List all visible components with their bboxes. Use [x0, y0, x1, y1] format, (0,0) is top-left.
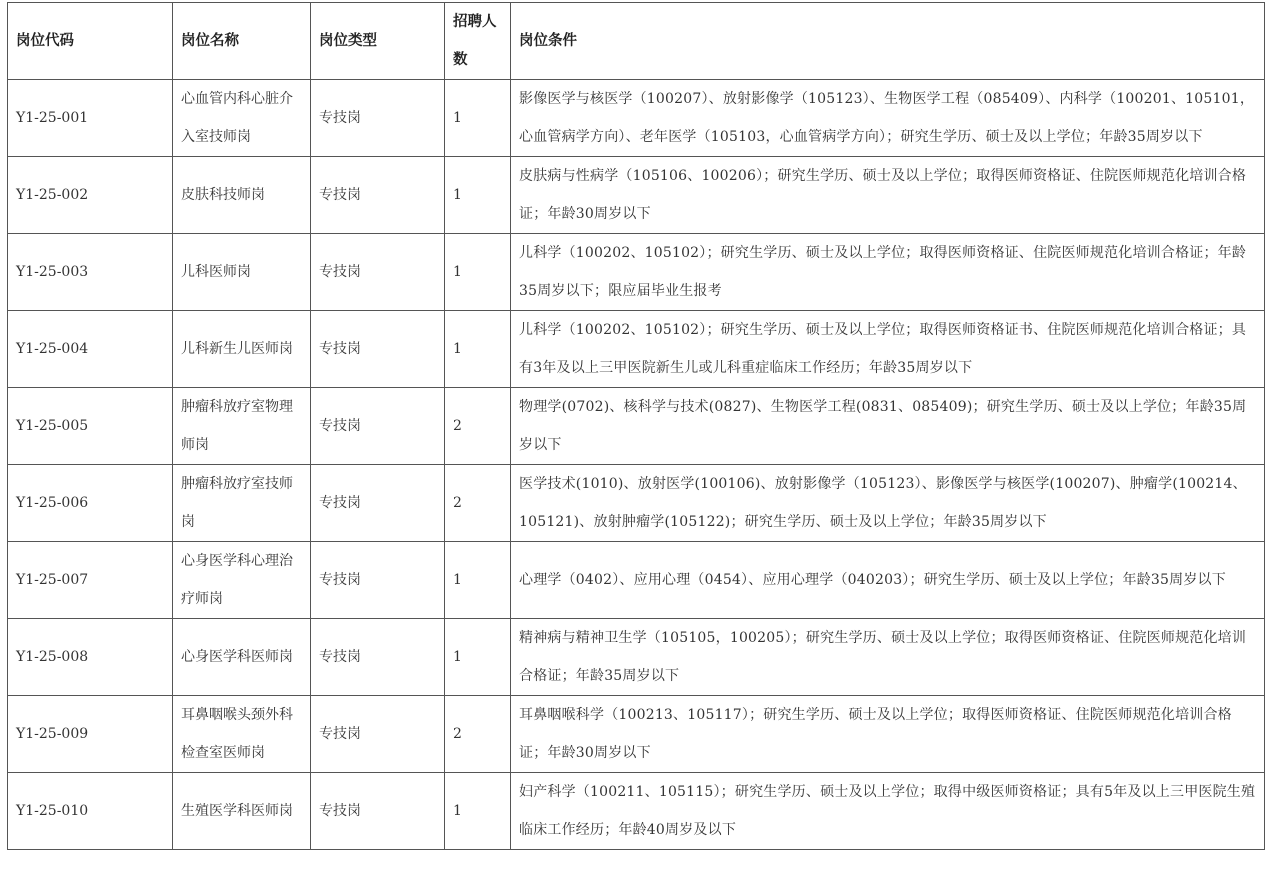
header-hiring-count: 招聘人数 [445, 3, 511, 80]
position-code: Y1-25-007 [8, 542, 173, 619]
position-name: 儿科医师岗 [173, 234, 311, 311]
position-code: Y1-25-002 [8, 157, 173, 234]
hiring-count: 1 [445, 311, 511, 388]
position-type: 专技岗 [311, 773, 445, 850]
position-name: 生殖医学科医师岗 [173, 773, 311, 850]
position-type: 专技岗 [311, 542, 445, 619]
position-code: Y1-25-009 [8, 696, 173, 773]
hiring-count: 1 [445, 773, 511, 850]
position-name: 肿瘤科放疗室技师岗 [173, 465, 311, 542]
position-name: 耳鼻咽喉头颈外科检查室医师岗 [173, 696, 311, 773]
position-conditions: 物理学(0702)、核科学与技术(0827)、生物医学工程(0831、085409)；研究生学历、硕士及以上学位；年龄35周岁以下 [511, 388, 1265, 465]
position-code: Y1-25-004 [8, 311, 173, 388]
position-conditions: 妇产科学（100211、105115）；研究生学历、硕士及以上学位；取得中级医师资格证；具有5年及以上三甲医院生殖临床工作经历；年龄40周岁及以下 [511, 773, 1265, 850]
position-type: 专技岗 [311, 311, 445, 388]
position-conditions: 医学技术(1010)、放射医学(100106)、放射影像学（105123）、影像医学与核医学(100207)、肿瘤学(100214、105121)、放射肿瘤学(105122)；研究生学历、硕士及以上学位；年龄35周岁以下 [511, 465, 1265, 542]
table-row [8, 234, 1265, 311]
position-code: Y1-25-005 [8, 388, 173, 465]
position-code: Y1-25-010 [8, 773, 173, 850]
table-row [8, 619, 1265, 696]
hiring-count: 1 [445, 619, 511, 696]
hiring-count: 2 [445, 388, 511, 465]
header-position-code: 岗位代码 [8, 3, 173, 80]
hiring-count: 1 [445, 80, 511, 157]
position-type: 专技岗 [311, 619, 445, 696]
position-code: Y1-25-006 [8, 465, 173, 542]
table-row [8, 696, 1265, 773]
header-position-type: 岗位类型 [311, 3, 445, 80]
position-code: Y1-25-003 [8, 234, 173, 311]
position-conditions: 精神病与精神卫生学（105105，100205）；研究生学历、硕士及以上学位；取得医师资格证、住院医师规范化培训合格证；年龄35周岁以下 [511, 619, 1265, 696]
hiring-count: 1 [445, 157, 511, 234]
position-name: 肿瘤科放疗室物理师岗 [173, 388, 311, 465]
header-position-name: 岗位名称 [173, 3, 311, 80]
table-row [8, 542, 1265, 619]
position-conditions: 皮肤病与性病学（105106、100206）；研究生学历、硕士及以上学位；取得医师资格证、住院医师规范化培训合格证；年龄30周岁以下 [511, 157, 1265, 234]
hiring-count: 2 [445, 696, 511, 773]
position-code: Y1-25-008 [8, 619, 173, 696]
hiring-count: 1 [445, 542, 511, 619]
table-header-row [8, 3, 1265, 80]
position-type: 专技岗 [311, 388, 445, 465]
position-name: 心血管内科心脏介入室技师岗 [173, 80, 311, 157]
hiring-count: 1 [445, 234, 511, 311]
position-type: 专技岗 [311, 234, 445, 311]
job-positions-table [7, 2, 1265, 850]
position-name: 心身医学科医师岗 [173, 619, 311, 696]
position-conditions: 儿科学（100202、105102）；研究生学历、硕士及以上学位；取得医师资格证、住院医师规范化培训合格证；年龄35周岁以下；限应届毕业生报考 [511, 234, 1265, 311]
table-row [8, 465, 1265, 542]
header-position-conditions: 岗位条件 [511, 3, 1265, 80]
position-conditions: 儿科学（100202、105102）；研究生学历、硕士及以上学位；取得医师资格证书、住院医师规范化培训合格证；具有3年及以上三甲医院新生儿或儿科重症临床工作经历；年龄35周岁以下 [511, 311, 1265, 388]
table-row [8, 311, 1265, 388]
position-code: Y1-25-001 [8, 80, 173, 157]
position-type: 专技岗 [311, 157, 445, 234]
table-row [8, 157, 1265, 234]
position-type: 专技岗 [311, 696, 445, 773]
hiring-count: 2 [445, 465, 511, 542]
table-row [8, 388, 1265, 465]
position-name: 皮肤科技师岗 [173, 157, 311, 234]
position-name: 心身医学科心理治疗师岗 [173, 542, 311, 619]
position-name: 儿科新生儿医师岗 [173, 311, 311, 388]
table-row [8, 773, 1265, 850]
position-conditions: 心理学（0402）、应用心理（0454）、应用心理学（040203）；研究生学历、硕士及以上学位；年龄35周岁以下 [511, 542, 1265, 619]
table-row [8, 80, 1265, 157]
position-conditions: 耳鼻咽喉科学（100213、105117）；研究生学历、硕士及以上学位；取得医师资格证、住院医师规范化培训合格证；年龄30周岁以下 [511, 696, 1265, 773]
position-conditions: 影像医学与核医学（100207）、放射影像学（105123）、生物医学工程（085409）、内科学（100201、105101，心血管病学方向）、老年医学（105103，心血管病学方向）；研究生学历、硕士及以上学位；年龄35周岁以下 [511, 80, 1265, 157]
position-type: 专技岗 [311, 80, 445, 157]
position-type: 专技岗 [311, 465, 445, 542]
